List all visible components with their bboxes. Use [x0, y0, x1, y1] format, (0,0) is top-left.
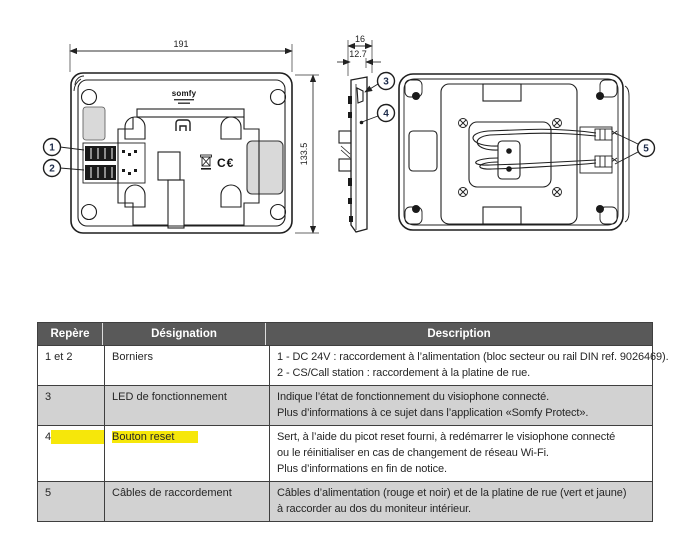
description-line: Câbles d’alimentation (rouge et noir) et de la platine de rue (vert et jaune): [277, 487, 627, 499]
designation-value: LED de fonctionnement: [104, 386, 269, 425]
highlight-band: [51, 430, 104, 444]
repere-value: 5: [45, 487, 52, 499]
mounting-bracket: [118, 109, 259, 228]
callout-5: [615, 133, 655, 164]
parts-table: [37, 322, 669, 522]
callout-4: [360, 105, 395, 125]
repere-value: 3: [45, 391, 52, 403]
table-row-led: [38, 385, 652, 425]
highlight-text: Bouton reset: [112, 431, 198, 443]
callout-4-number: 4: [383, 108, 389, 120]
description-line: 2 - CS/Call station : raccordement à la platine de rue.: [277, 367, 531, 379]
pad-right: [247, 141, 283, 194]
terminal-blocks: [83, 143, 145, 183]
designation-value: Borniers: [104, 346, 269, 385]
back-view-drawing: [44, 39, 320, 233]
description-value: [269, 482, 652, 521]
reset-hole-dot: [360, 121, 364, 125]
table-row-bouton-reset: [38, 425, 652, 481]
callout-5-number: 5: [643, 143, 649, 155]
side-view-drawing: [337, 34, 395, 232]
description-line: Plus d’informations à ce sujet dans l’application «Somfy Protect».: [277, 407, 589, 419]
description-line: ou le réinitialiser en cas de changement de réseau Wi-Fi.: [277, 447, 549, 459]
dim-width-label: 191: [173, 39, 189, 49]
description-line: Plus d’informations en fin de notice.: [277, 463, 447, 475]
designation-value-highlighted: [104, 426, 269, 481]
dimension-depth-inner: [337, 49, 381, 68]
callout-1-number: 1: [49, 142, 55, 154]
designation-value: Câbles de raccordement: [104, 482, 269, 521]
header-designation: Désignation: [102, 323, 265, 345]
description-line: 1 - DC 24V : raccordement à l’alimentation (bloc secteur ou rail DIN ref. 9026469).: [277, 351, 669, 363]
table-row-borniers: [38, 345, 669, 385]
dim-height-label: 133.5: [299, 142, 309, 166]
connection-cables: [473, 129, 596, 169]
side-profile: [339, 77, 367, 232]
dim-depth-label: 16: [354, 34, 366, 44]
svg-text:somfy: somfy: [171, 89, 197, 98]
description-line: Indique l’état de fonctionnement du visiophone connecté.: [277, 391, 550, 403]
cable-clamp: [498, 141, 520, 179]
description-value: [269, 386, 652, 425]
repere-value-highlighted: 4: [38, 426, 104, 481]
description-value: [269, 426, 652, 481]
table-row-cables: [38, 481, 652, 521]
ce-mark: C€: [217, 156, 235, 170]
description-value: [269, 346, 669, 385]
dimension-height: [295, 75, 319, 233]
somfy-logo: [172, 89, 197, 104]
description-line: à raccorder au dos du moniteur intérieur.: [277, 503, 472, 515]
hook-slot: [176, 120, 190, 131]
callout-3-number: 3: [383, 76, 389, 88]
dimension-width: [70, 39, 292, 72]
weee-icon: [201, 155, 212, 170]
pad-left: [83, 107, 105, 140]
connector-bay: [580, 127, 612, 173]
header-description: Description: [265, 323, 652, 345]
table-header-row: [38, 323, 652, 345]
led-hook: [357, 88, 363, 103]
repere-value: 1 et 2: [45, 351, 73, 363]
header-repere: Repère: [50, 328, 90, 340]
callout-3: [365, 73, 395, 93]
mounted-view-drawing: [399, 74, 655, 230]
cable-connectors: [595, 129, 617, 167]
description-line: Sert, à l’aide du picot reset fourni, à redémarrer le visiophone connecté: [277, 431, 616, 443]
dim-depth-inner-label: 12.7: [349, 49, 367, 59]
callout-2-number: 2: [49, 163, 55, 175]
